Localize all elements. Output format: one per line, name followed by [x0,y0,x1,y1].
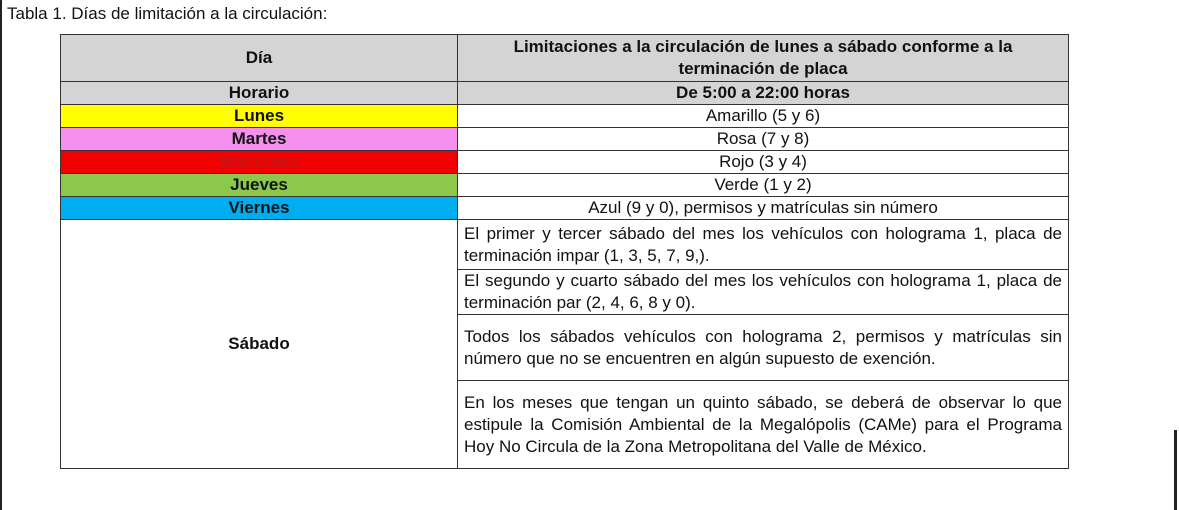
page-left-border [0,0,2,510]
limit-lunes: Amarillo (5 y 6) [458,105,1069,128]
table-caption: Tabla 1. Días de limitación a la circulación: [7,4,328,23]
limit-martes: Rosa (7 y 8) [458,128,1069,151]
schedule-label: Horario [61,82,458,105]
circulation-limits-table [60,34,1069,469]
saturday-rule-4: En los meses que tengan un quinto sábado, se deberá de observar lo que estipule la Comisión Ambiental de la Megalópolis (CAMe) para el Programa Hoy No Circula de la Zona Metropolitana del Valle de México. [458,381,1069,469]
weekday-row-martes [61,128,1069,151]
saturday-rule-1: El primer y tercer sábado del mes los vehículos con holograma 1, placa de terminación impar (1, 3, 5, 7, 9,). [458,220,1069,270]
page-right-border [1174,430,1177,510]
header-limits: Limitaciones a la circulación de lunes a sábado conforme a la terminación de placa [458,35,1069,82]
day-miercoles: Miércoles [61,151,458,174]
limit-miercoles: Rojo (3 y 4) [458,151,1069,174]
day-sabado: Sábado [61,220,458,469]
header-day: Día [61,35,458,82]
header-row [61,35,1069,82]
limit-viernes: Azul (9 y 0), permisos y matrículas sin número [458,197,1069,220]
weekday-row-lunes [61,105,1069,128]
saturday-rule-3: Todos los sábados vehículos con holograma 2, permisos y matrículas sin número que no se encuentren en algún supuesto de exención. [458,315,1069,381]
weekday-row-viernes [61,197,1069,220]
day-martes: Martes [61,128,458,151]
schedule-value: De 5:00 a 22:00 horas [458,82,1069,105]
saturday-rule-2: El segundo y cuarto sábado del mes los vehículos con holograma 1, placa de terminación par (2, 4, 6, 8 y 0). [458,270,1069,315]
limit-jueves: Verde (1 y 2) [458,174,1069,197]
day-lunes: Lunes [61,105,458,128]
day-viernes: Viernes [61,197,458,220]
weekday-row-jueves [61,174,1069,197]
schedule-row [61,82,1069,105]
saturday-row-1 [61,220,1069,270]
weekday-row-miercoles [61,151,1069,174]
day-jueves: Jueves [61,174,458,197]
